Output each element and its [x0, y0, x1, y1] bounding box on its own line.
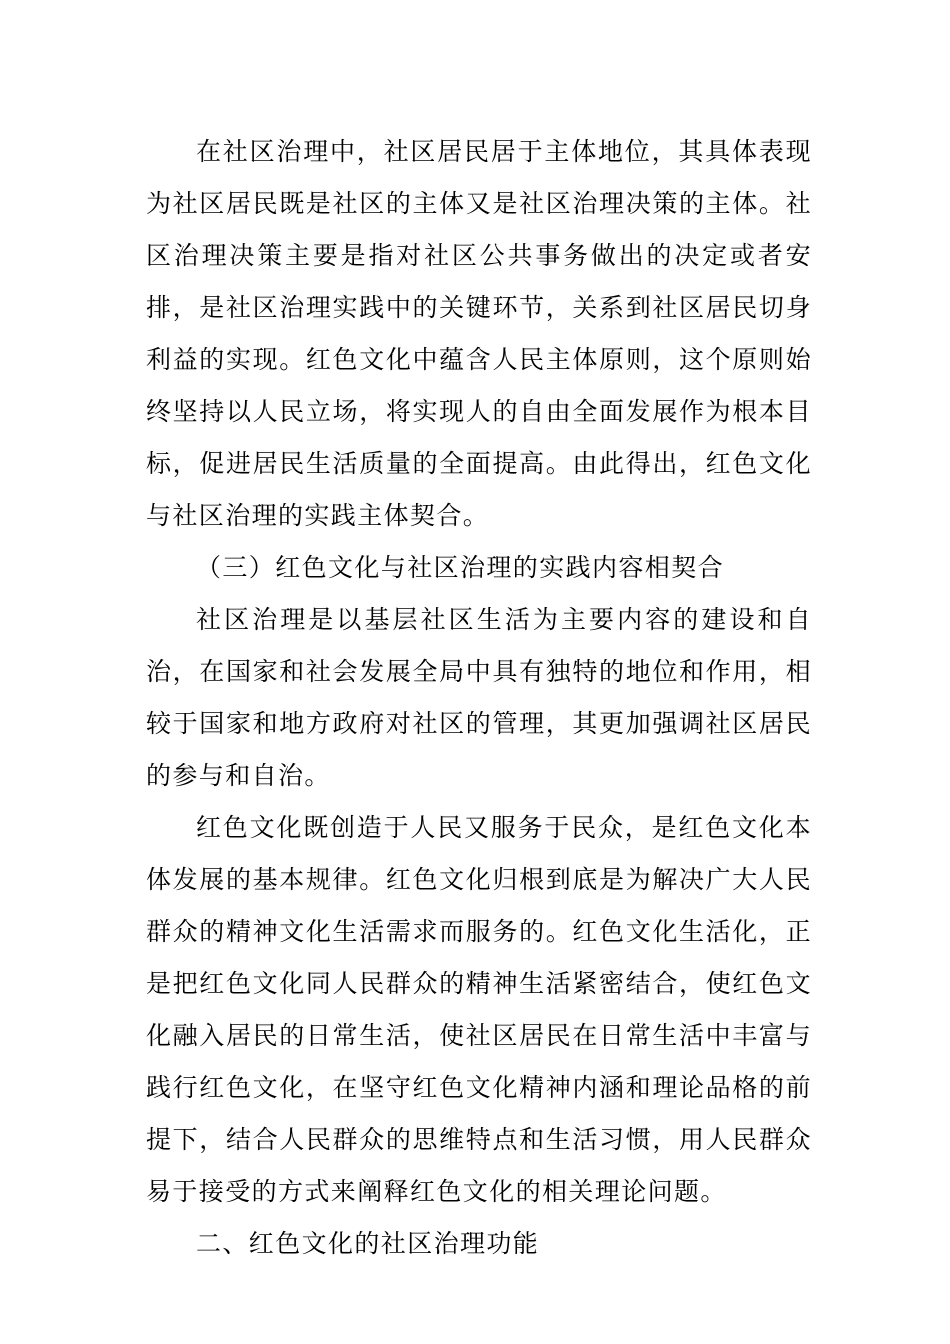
document-body: [146, 126, 812, 1270]
paragraph-red-culture-service: 红色文化既创造于人民又服务于民众，是红色文化本体发展的基本规律。红色文化归根到底是为解决广大人民群众的精神文化生活需求而服务的。红色文化生活化，正是把红色文化同人民群众的精神生活紧密结合，使红色文化融入居民的日常生活，使社区居民在日常生活中丰富与践行红色文化，在坚守红色文化精神内涵和理论品格的前提下，结合人民群众的思维特点和生活习惯，用人民群众易于接受的方式来阐释红色文化的相关理论问题。: [146, 813, 812, 1206]
section-heading-governance-function: 二、红色文化的社区治理功能: [196, 1229, 540, 1258]
section-heading-content-fit: （三）红色文化与社区治理的实践内容相契合: [196, 553, 725, 582]
paragraph-subject-fit: 在社区治理中，社区居民居于主体地位，其具体表现为社区居民既是社区的主体又是社区治理决策的主体。社区治理决策主要是指对社区公共事务做出的决定或者安排，是社区治理实践中的关键环节，关系到社区居民切身利益的实现。红色文化中蕴含人民主体原则，这个原则始终坚持以人民立场，将实现人的自由全面发展作为根本目标，促进居民生活质量的全面提高。由此得出，红色文化与社区治理的实践主体契合。: [146, 137, 812, 530]
paragraph-community-governance: 社区治理是以基层社区生活为主要内容的建设和自治，在国家和社会发展全局中具有独特的地位和作用，相较于国家和地方政府对社区的管理，其更加强调社区居民的参与和自治。: [146, 605, 812, 790]
